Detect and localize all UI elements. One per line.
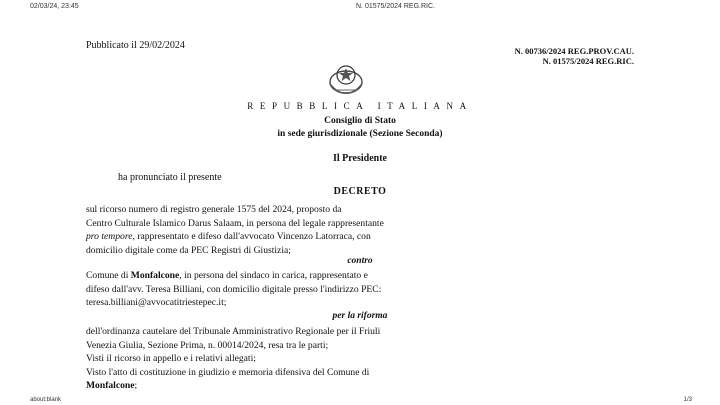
reg-ric-number: N. 01575/2024 REG.RIC. xyxy=(542,56,634,66)
republic-heading: REPUBBLICA ITALIANA xyxy=(247,101,473,111)
pronounced-line: ha pronunciato il presente xyxy=(118,172,222,183)
appeal-line-4: domicilio digitale come da PEC Registri di Giustizia; xyxy=(86,244,291,256)
considerations-line-1: Visti il ricorso in appello e i relativi allegati; xyxy=(86,353,256,364)
against-heading: contro xyxy=(347,256,373,266)
considerations-end: ; xyxy=(134,380,138,392)
respondent-line-2: difeso dall'avv. Teresa Billiani, con domicilio digitale presso l'indirizzo PEC: xyxy=(86,283,382,295)
court-section: in sede giurisdizionale (Sezione Seconda) xyxy=(277,129,443,139)
respondent-line-1 xyxy=(86,269,638,283)
print-footer-url: about:blank xyxy=(30,397,62,403)
print-header-doc-ref: N. 01575/2024 REG.RIC. xyxy=(356,3,435,10)
italian-republic-emblem-icon xyxy=(324,60,368,96)
document-type: DECRETO xyxy=(333,186,387,197)
court-name: Consiglio di Stato xyxy=(324,116,396,126)
appeal-line-1: sul ricorso numero di registro generale 1575 del 2024, proposto da xyxy=(86,204,342,215)
reform-heading: per la riforma xyxy=(332,311,388,321)
pro-tempore-text: pro tempore xyxy=(86,231,133,243)
publication-date: Pubblicato il 29/02/2024 xyxy=(86,40,185,51)
respondent-prefix: Comune di xyxy=(86,270,131,281)
considerations-paragraph xyxy=(86,352,638,393)
print-header-datetime: 02/03/24, 23:45 xyxy=(30,3,79,10)
appeal-paragraph xyxy=(86,203,638,257)
appeal-line-3 xyxy=(86,230,638,244)
respondent-name-repeat: Monfalcone xyxy=(86,380,135,392)
print-footer-page: 1/3 xyxy=(683,397,692,403)
authority-title: Il Presidente xyxy=(333,153,387,164)
appeal-line-2: Centro Culturale Islamico Darus Salaam, in persona del legale rappresentante xyxy=(86,217,384,229)
reform-line-1: dell'ordinanza cautelare del Tribunale Amministrativo Regionale per il Friuli xyxy=(86,326,381,337)
considerations-line-3 xyxy=(86,379,638,393)
reg-prov-number: N. 00736/2024 REG.PROV.CAU. xyxy=(514,46,634,56)
considerations-line-2: Visto l'atto di costituzione in giudizio e memoria difensiva del Comune di xyxy=(86,366,370,378)
reform-line-2: Venezia Giulia, Sezione Prima, n. 00014/2024, resa tra le parti; xyxy=(86,339,329,351)
appeal-line-3-rest: , rappresentato e difeso dall'avvocato Vincenzo Latorraca, con xyxy=(132,231,371,243)
reform-paragraph xyxy=(86,325,638,352)
respondent-line-3: teresa.billiani@avvocatitriestepec.it; xyxy=(86,297,227,309)
respondent-name: Monfalcone xyxy=(130,270,180,281)
respondent-line-1-rest: , in persona del sindaco in carica, rappresentato e xyxy=(179,270,368,281)
respondent-paragraph xyxy=(86,269,638,310)
